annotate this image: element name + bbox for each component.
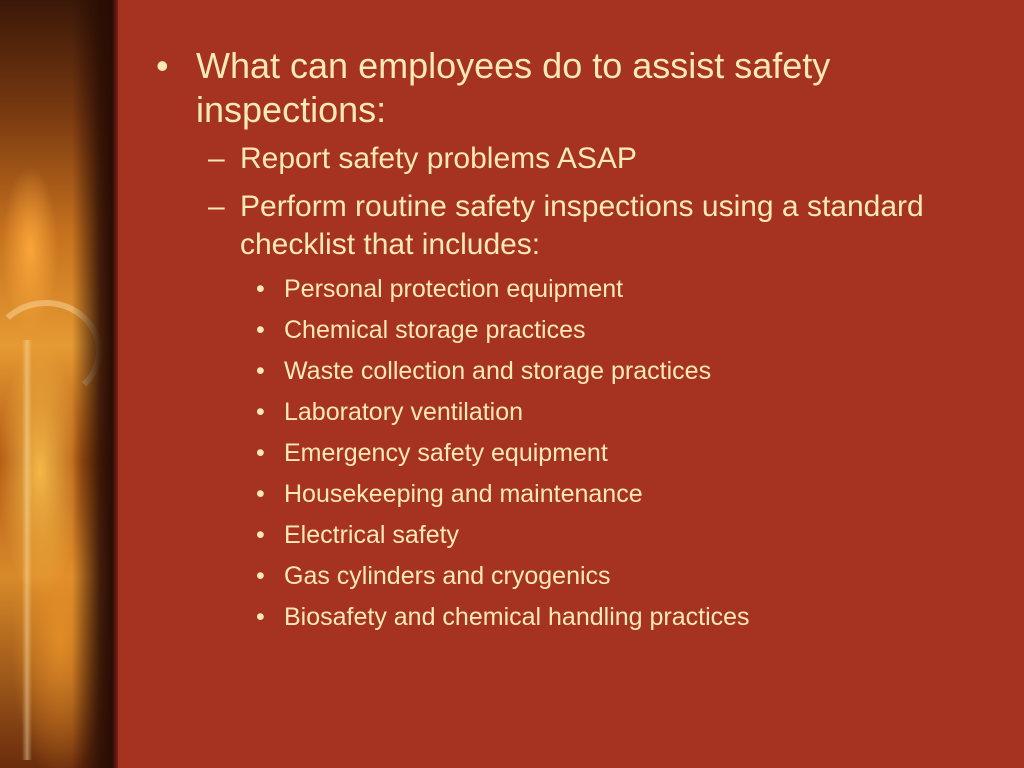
checklist-item-text: Biosafety and chemical handling practices [284, 603, 750, 631]
dash-marker: – [208, 142, 225, 175]
bullet-marker: • [256, 316, 265, 344]
checklist-item-text: Personal protection equipment [284, 275, 624, 303]
checklist [150, 274, 1000, 632]
bullet-marker: • [256, 603, 265, 631]
checklist-item-text: Electrical safety [284, 521, 460, 549]
bullet-marker: • [256, 480, 265, 508]
checklist-item [150, 315, 1000, 345]
bullet-marker: • [256, 398, 265, 426]
checklist-item-text: Emergency safety equipment [284, 439, 608, 467]
glass-edge-highlight [22, 340, 32, 760]
bullet-marker: • [256, 439, 265, 467]
sub-bullet-text: Report safety problems ASAP [240, 142, 637, 175]
checklist-item [150, 274, 1000, 304]
checklist-item [150, 397, 1000, 427]
sub-bullet-report [150, 140, 1000, 178]
sub-bullet-perform [150, 188, 1000, 264]
checklist-item-text: Gas cylinders and cryogenics [284, 562, 611, 590]
checklist-item-text: Chemical storage practices [284, 316, 586, 344]
checklist-item-text: Laboratory ventilation [284, 398, 524, 426]
slide-content [150, 44, 1000, 643]
checklist-item [150, 479, 1000, 509]
dash-marker: – [208, 190, 225, 223]
checklist-item [150, 602, 1000, 632]
sub-bullet-text: Perform routine safety inspections using a standard checklist that includes: [240, 190, 924, 261]
bullet-marker: • [256, 562, 265, 590]
bullet-marker: • [256, 521, 265, 549]
bullet-marker: • [156, 45, 169, 86]
main-bullet [150, 44, 1000, 132]
bullet-marker: • [256, 275, 265, 303]
checklist-item-text: Housekeeping and maintenance [284, 480, 643, 508]
photo-divider [112, 0, 118, 768]
checklist-item [150, 356, 1000, 386]
checklist-item [150, 438, 1000, 468]
main-bullet-text: What can employees do to assist safety inspections: [196, 45, 831, 130]
bullet-marker: • [256, 357, 265, 385]
glass-rim-highlight [0, 300, 102, 402]
lab-glassware-photo [0, 0, 112, 768]
checklist-item [150, 520, 1000, 550]
checklist-item-text: Waste collection and storage practices [284, 357, 712, 385]
checklist-item [150, 561, 1000, 591]
